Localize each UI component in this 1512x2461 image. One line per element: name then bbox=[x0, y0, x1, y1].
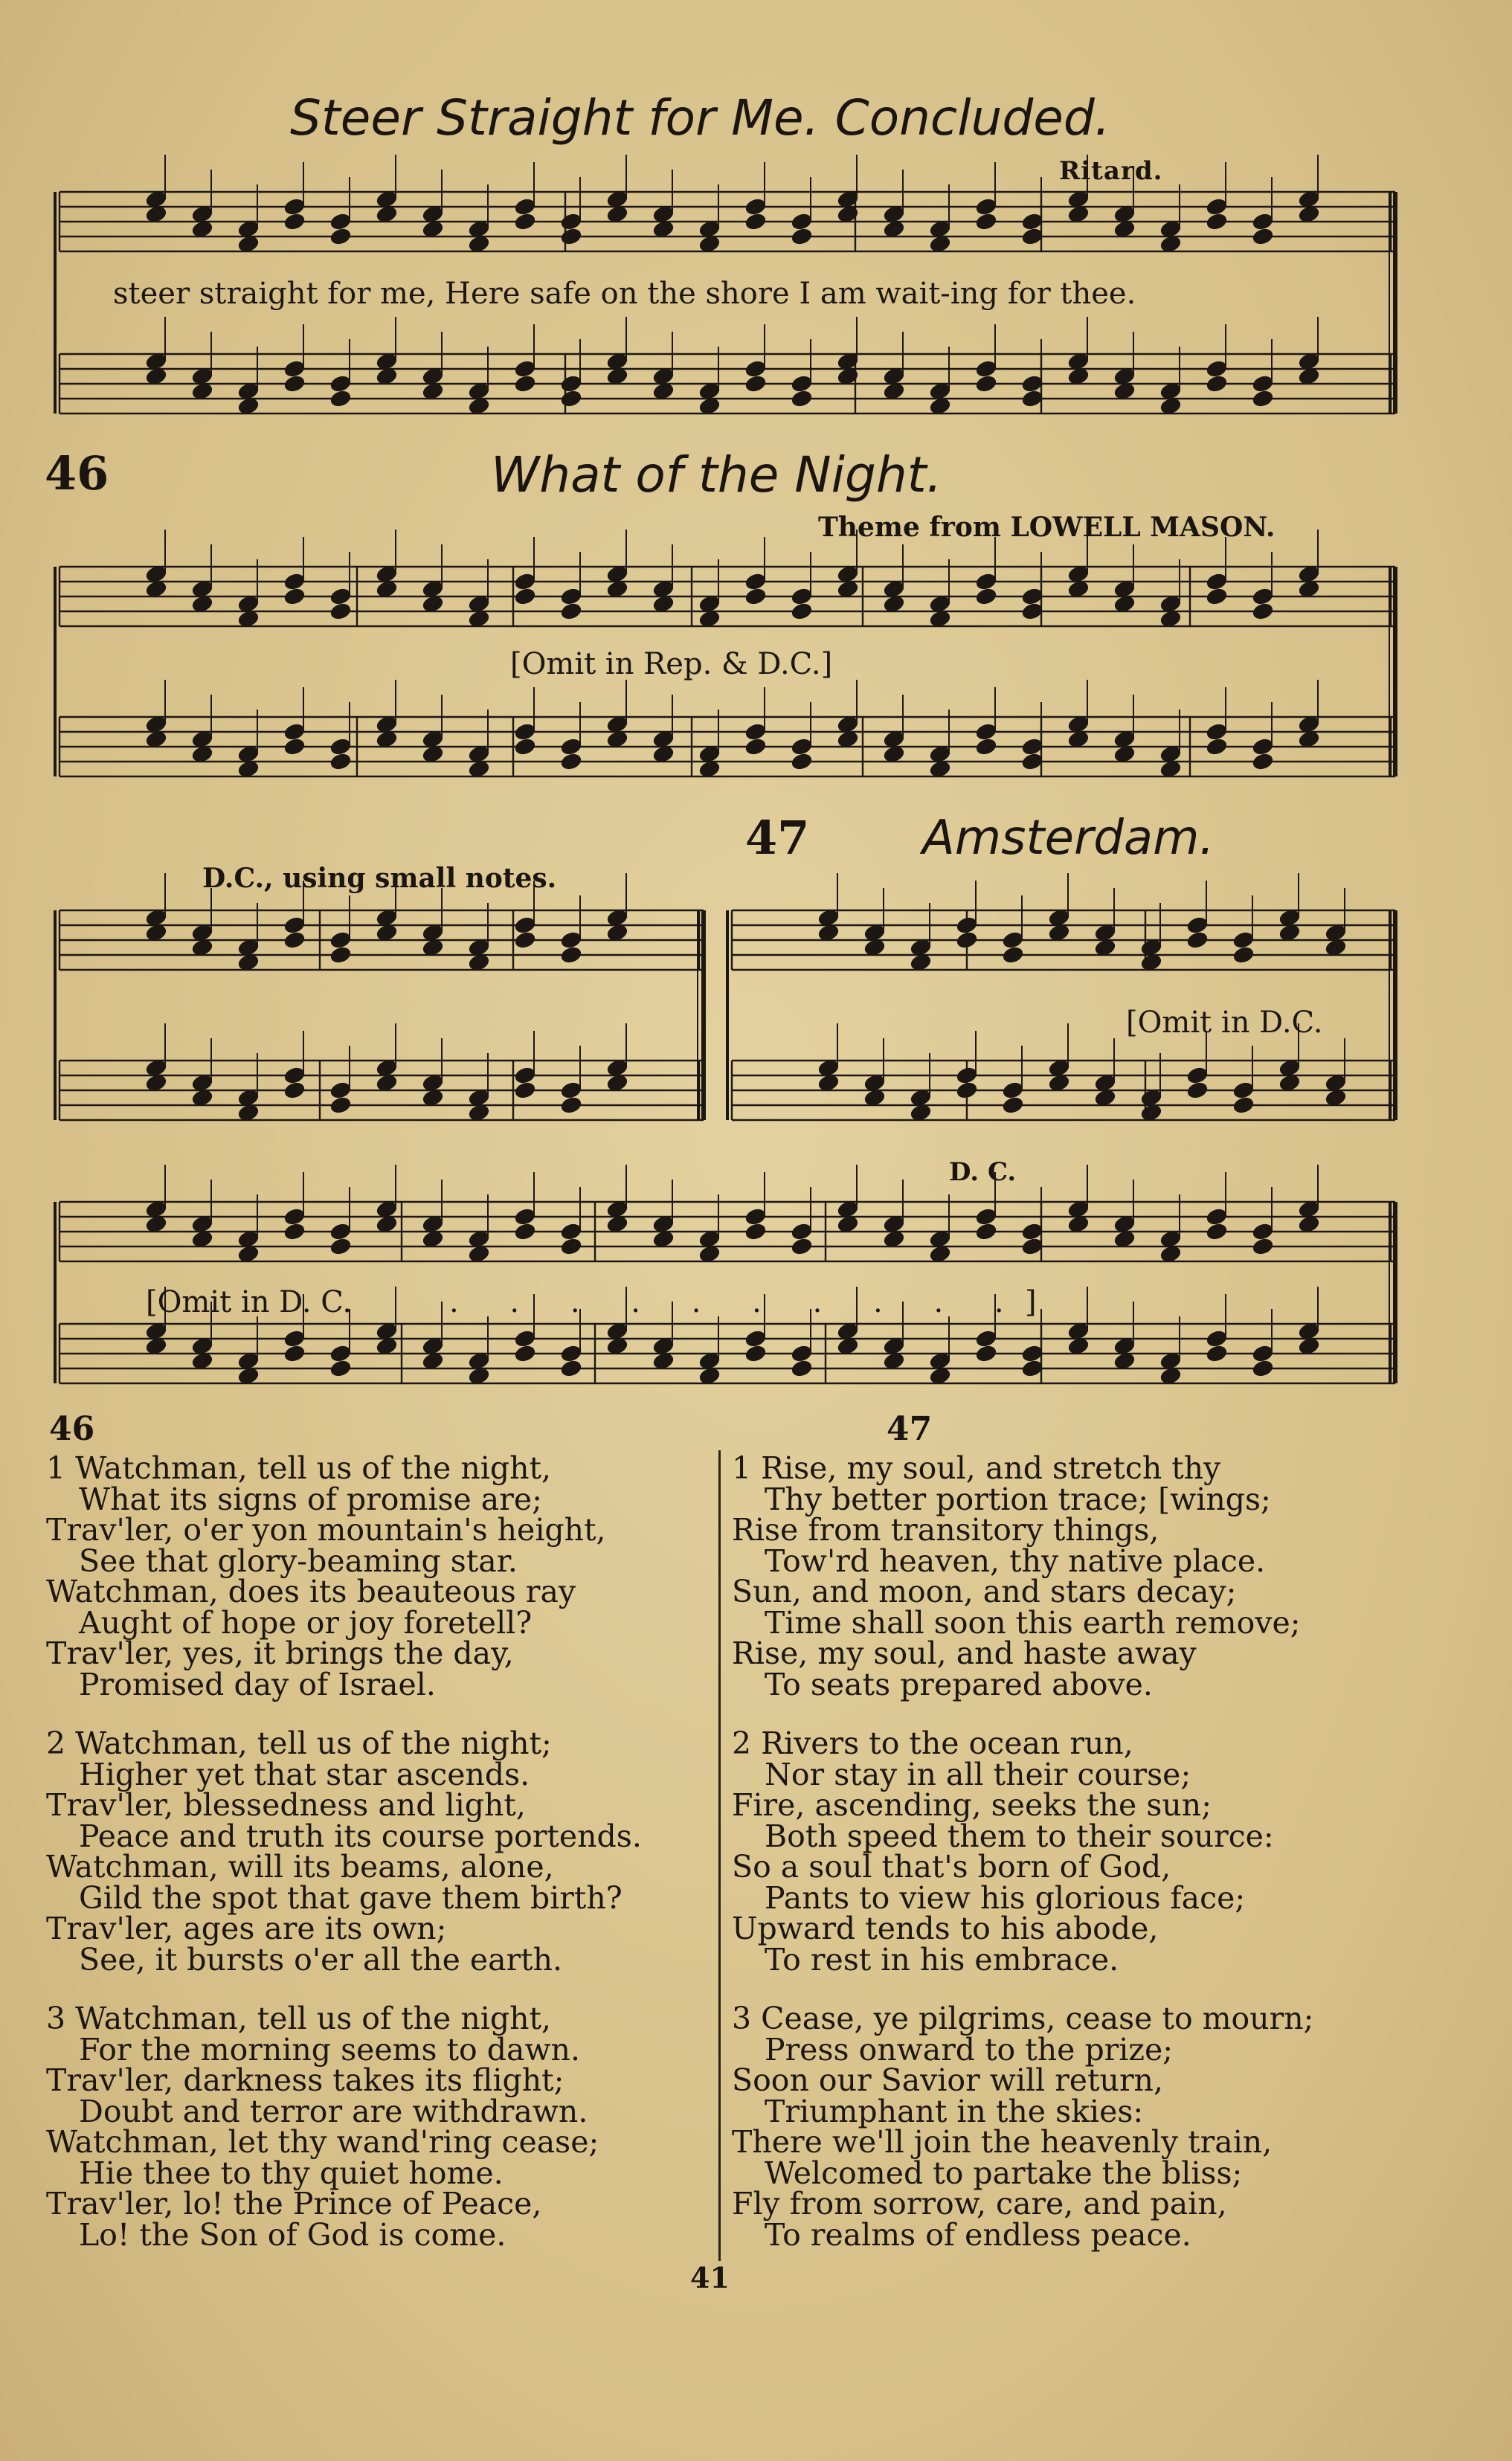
note-head bbox=[975, 722, 998, 741]
note-head bbox=[560, 945, 583, 965]
page-number: 41 bbox=[690, 2261, 730, 2294]
note-head bbox=[1021, 587, 1044, 606]
note-head bbox=[1186, 930, 1209, 950]
note-head bbox=[1002, 1081, 1025, 1100]
note-head bbox=[791, 1237, 814, 1256]
note-head bbox=[560, 1096, 583, 1115]
verse-line: 2 Watchman, tell us of the night; bbox=[46, 1725, 552, 1761]
note-head bbox=[283, 1207, 306, 1226]
note-head bbox=[283, 1081, 306, 1100]
note-head bbox=[560, 737, 583, 756]
note-head bbox=[1021, 212, 1044, 231]
verse-line: See that glory-beaming star. bbox=[79, 1542, 518, 1579]
note-head bbox=[1252, 389, 1275, 408]
note-head bbox=[1206, 374, 1229, 393]
note-head bbox=[514, 1207, 537, 1226]
note-head bbox=[791, 227, 814, 246]
note-head bbox=[1206, 737, 1229, 756]
verse-line: Sun, and moon, and stars decay; bbox=[732, 1574, 1237, 1609]
note-head bbox=[1252, 1359, 1275, 1378]
note-head bbox=[791, 1344, 814, 1363]
note-head bbox=[791, 737, 814, 756]
note-head bbox=[1232, 945, 1255, 965]
verse-line: Promised day of Israel. bbox=[79, 1666, 436, 1702]
marker-46: 46 bbox=[49, 1410, 95, 1448]
verse-line: To realms of endless peace. bbox=[765, 2216, 1191, 2253]
note-head bbox=[514, 1222, 537, 1241]
note-head bbox=[329, 752, 353, 771]
note-head bbox=[956, 1066, 979, 1085]
note-head bbox=[329, 587, 353, 606]
hymn-47-verse-2 bbox=[732, 1725, 1274, 1978]
verse-line: 1 Watchman, tell us of the night, bbox=[46, 1450, 552, 1486]
note-head bbox=[744, 374, 768, 393]
note-head bbox=[560, 1222, 583, 1241]
note-head bbox=[283, 1222, 306, 1241]
note-head bbox=[283, 1344, 306, 1363]
verse-line: There we'll join the heavenly train, bbox=[732, 2124, 1273, 2160]
note-head bbox=[956, 916, 979, 935]
note-head bbox=[975, 1344, 998, 1363]
note-head bbox=[283, 737, 306, 756]
verse-line: Trav'ler, o'er yon mountain's height, bbox=[46, 1512, 606, 1548]
verse-line: Welcomed to partake the bliss; bbox=[765, 2155, 1243, 2191]
note-head bbox=[283, 374, 306, 393]
hymn-46-omit-note: [Omit in Rep. & D.C.] bbox=[510, 647, 833, 681]
verse-line: Fly from sorrow, care, and pain, bbox=[732, 2186, 1227, 2222]
verse-line: 3 Cease, ye pilgrims, cease to mourn; bbox=[732, 2001, 1314, 2036]
verse-line: Higher yet that star ascends. bbox=[79, 1756, 530, 1792]
note-head bbox=[560, 374, 583, 393]
note-head bbox=[329, 212, 353, 231]
note-head bbox=[1252, 587, 1275, 606]
note-head bbox=[791, 1359, 814, 1378]
note-head bbox=[744, 1222, 768, 1241]
hymn-46-verse-1 bbox=[46, 1450, 606, 1702]
note-head bbox=[514, 374, 537, 393]
note-head bbox=[1206, 572, 1229, 591]
note-head bbox=[744, 572, 768, 591]
note-head bbox=[514, 737, 537, 756]
note-head bbox=[514, 359, 537, 379]
verse-line: Soon our Savior will return, bbox=[732, 2062, 1163, 2098]
verse-line: See, it bursts o'er all the earth. bbox=[79, 1941, 563, 1978]
note-head bbox=[975, 1222, 998, 1241]
hymn-47-omit-note-b: [Omit in D. C. bbox=[146, 1285, 353, 1319]
verse-line: Doubt and terror are withdrawn. bbox=[79, 2093, 588, 2129]
note-head bbox=[975, 572, 998, 591]
verse-line: Fire, ascending, seeks the sun; bbox=[732, 1787, 1212, 1823]
note-head bbox=[744, 212, 768, 231]
note-head bbox=[1021, 1237, 1044, 1256]
marker-47: 47 bbox=[887, 1410, 933, 1448]
note-head bbox=[1252, 212, 1275, 231]
verse-line: To rest in his embrace. bbox=[765, 1941, 1119, 1978]
verse-line: Trav'ler, blessedness and light, bbox=[46, 1787, 526, 1823]
verse-line: Hie thee to thy quiet home. bbox=[79, 2155, 504, 2191]
hymn-47-omit-note-a: [Omit in D.C. bbox=[1126, 1006, 1323, 1040]
note-head bbox=[329, 1237, 353, 1256]
note-head bbox=[514, 212, 537, 231]
note-head bbox=[1206, 722, 1229, 741]
note-head bbox=[1252, 602, 1275, 621]
note-head bbox=[1021, 1359, 1044, 1378]
note-head bbox=[514, 1066, 537, 1085]
verse-line: Nor stay in all their course; bbox=[765, 1756, 1191, 1792]
note-head bbox=[791, 602, 814, 621]
note-head bbox=[1232, 1096, 1255, 1115]
hymn-46-verse-2 bbox=[46, 1725, 642, 1978]
verse-line: Rise, my soul, and haste away bbox=[732, 1635, 1197, 1671]
note-head bbox=[329, 1344, 353, 1363]
note-head bbox=[1021, 737, 1044, 756]
verse-line: Lo! the Son of God is come. bbox=[79, 2216, 506, 2253]
hymn-46-number: 46 bbox=[45, 446, 109, 501]
note-head bbox=[975, 212, 998, 231]
note-head bbox=[1252, 1222, 1275, 1241]
verse-line: Time shall soon this earth remove; bbox=[765, 1604, 1301, 1641]
verse-line: For the morning seems to dawn. bbox=[79, 2031, 580, 2068]
note-head bbox=[329, 945, 353, 965]
hymn-46-verse-3 bbox=[46, 2001, 599, 2253]
verse-line: Trav'ler, ages are its own; bbox=[46, 1911, 447, 1946]
verse-line: Peace and truth its course portends. bbox=[79, 1818, 642, 1854]
verse-line: What its signs of promise are; bbox=[79, 1481, 542, 1517]
note-head bbox=[975, 1329, 998, 1348]
verse-line: Both speed them to their source: bbox=[765, 1818, 1274, 1854]
note-head bbox=[329, 930, 353, 950]
hymn-47-title: Amsterdam. bbox=[922, 811, 1215, 866]
column-divider bbox=[718, 1450, 721, 2261]
verse-line: Triumphant in the skies: bbox=[765, 2093, 1144, 2129]
note-head bbox=[514, 1081, 537, 1100]
note-head bbox=[744, 359, 768, 379]
note-head bbox=[744, 1344, 768, 1363]
note-head bbox=[1186, 1081, 1209, 1100]
note-head bbox=[560, 389, 583, 408]
note-head bbox=[791, 212, 814, 231]
note-head bbox=[560, 1081, 583, 1100]
verse-line: Pants to view his glorious face; bbox=[765, 1879, 1246, 1916]
verse-line: Upward tends to his abode, bbox=[732, 1911, 1159, 1946]
steer-lyric-line: steer straight for me, Here safe on the shore I am wait-ing for thee. bbox=[113, 277, 1136, 311]
verse-line: Thy better portion trace; [wings; bbox=[765, 1481, 1271, 1517]
note-head bbox=[329, 1222, 353, 1241]
hymn-47-number: 47 bbox=[745, 811, 810, 865]
note-head bbox=[1021, 752, 1044, 771]
note-head bbox=[1206, 1222, 1229, 1241]
note-head bbox=[283, 1066, 306, 1085]
note-head bbox=[514, 1329, 537, 1348]
note-head bbox=[975, 359, 998, 379]
note-head bbox=[1021, 1222, 1044, 1241]
note-head bbox=[514, 916, 537, 935]
note-head bbox=[514, 197, 537, 216]
note-head bbox=[329, 374, 353, 393]
note-head bbox=[744, 1329, 768, 1348]
hymn-47-verse-1 bbox=[732, 1450, 1301, 1702]
verse-line: Trav'ler, darkness takes its flight; bbox=[46, 2062, 564, 2098]
note-head bbox=[1186, 1066, 1209, 1085]
note-head bbox=[1206, 1207, 1229, 1226]
verse-line: Press onward to the prize; bbox=[765, 2031, 1174, 2068]
note-head bbox=[283, 1329, 306, 1348]
note-head bbox=[1232, 930, 1255, 950]
verse-line: Trav'ler, yes, it brings the day, bbox=[46, 1635, 514, 1671]
note-head bbox=[283, 197, 306, 216]
note-head bbox=[744, 722, 768, 741]
note-head bbox=[560, 1359, 583, 1378]
verse-line: Aught of hope or joy foretell? bbox=[79, 1604, 533, 1641]
verse-line: So a soul that's born of God, bbox=[732, 1849, 1171, 1885]
note-head bbox=[791, 374, 814, 393]
note-head bbox=[975, 374, 998, 393]
note-head bbox=[744, 197, 768, 216]
note-head bbox=[956, 930, 979, 950]
note-head bbox=[560, 752, 583, 771]
note-head bbox=[560, 1237, 583, 1256]
verse-line: 3 Watchman, tell us of the night, bbox=[46, 2001, 552, 2036]
note-head bbox=[1021, 227, 1044, 246]
note-head bbox=[1021, 1344, 1044, 1363]
verse-line: Tow'rd heaven, thy native place. bbox=[765, 1542, 1266, 1579]
note-head bbox=[514, 572, 537, 591]
note-head bbox=[1252, 374, 1275, 393]
note-head bbox=[329, 737, 353, 756]
note-head bbox=[560, 212, 583, 231]
verse-line: To seats prepared above. bbox=[765, 1666, 1153, 1702]
note-head bbox=[329, 1081, 353, 1100]
note-head bbox=[1252, 752, 1275, 771]
note-head bbox=[283, 930, 306, 950]
hymn-46-title: What of the Night. bbox=[491, 446, 942, 504]
verse-line: Watchman, will its beams, alone, bbox=[46, 1849, 554, 1885]
note-head bbox=[560, 587, 583, 606]
verse-line: Watchman, let thy wand'ring cease; bbox=[46, 2124, 599, 2160]
note-head bbox=[791, 1222, 814, 1241]
hymn-46-credit: Theme from LOWELL MASON. bbox=[818, 512, 1275, 543]
verse-line: Rise from transitory things, bbox=[732, 1512, 1159, 1548]
verse-line: Watchman, does its beauteous ray bbox=[46, 1574, 576, 1609]
note-head bbox=[514, 930, 537, 950]
hymn-47-omit-note-b-end: ] bbox=[1025, 1285, 1037, 1319]
note-head bbox=[283, 359, 306, 379]
note-head bbox=[1206, 359, 1229, 379]
note-head bbox=[744, 1207, 768, 1226]
note-head bbox=[283, 722, 306, 741]
note-head bbox=[283, 916, 306, 935]
note-head bbox=[791, 587, 814, 606]
note-head bbox=[1002, 930, 1025, 950]
note-head bbox=[1252, 1344, 1275, 1363]
note-head bbox=[791, 752, 814, 771]
hymn-46-dc-note: D.C., using small notes. bbox=[202, 863, 557, 894]
note-head bbox=[560, 1344, 583, 1363]
note-head bbox=[329, 227, 353, 246]
note-head bbox=[283, 212, 306, 231]
note-head bbox=[1206, 212, 1229, 231]
hymn-47-dc-mark: D. C. bbox=[949, 1157, 1017, 1187]
note-head bbox=[283, 587, 306, 606]
note-head bbox=[975, 587, 998, 606]
note-head bbox=[1232, 1081, 1255, 1100]
note-head bbox=[975, 1207, 998, 1226]
note-head bbox=[1021, 602, 1044, 621]
note-head bbox=[514, 1344, 537, 1363]
tempo-mark-ritard: Ritard. bbox=[1059, 156, 1163, 186]
hymn-47-verse-3 bbox=[732, 2001, 1314, 2253]
note-head bbox=[1186, 916, 1209, 935]
note-head bbox=[1252, 737, 1275, 756]
note-head bbox=[560, 227, 583, 246]
verse-line: Gild the spot that gave them birth? bbox=[79, 1879, 623, 1916]
note-head bbox=[329, 1096, 353, 1115]
note-head bbox=[975, 197, 998, 216]
note-head bbox=[514, 587, 537, 606]
note-head bbox=[1206, 197, 1229, 216]
note-head bbox=[329, 602, 353, 621]
note-head bbox=[1206, 1329, 1229, 1348]
note-head bbox=[1021, 389, 1044, 408]
verse-line: 1 Rise, my soul, and stretch thy bbox=[732, 1450, 1221, 1486]
note-head bbox=[283, 572, 306, 591]
note-head bbox=[956, 1081, 979, 1100]
note-head bbox=[514, 722, 537, 741]
page-title: Steer Straight for Me. Concluded. bbox=[290, 89, 1110, 147]
note-head bbox=[1021, 374, 1044, 393]
note-head bbox=[560, 602, 583, 621]
note-head bbox=[329, 1359, 353, 1378]
note-head bbox=[975, 737, 998, 756]
note-head bbox=[560, 930, 583, 950]
note-head bbox=[1252, 1237, 1275, 1256]
verse-line: 2 Rivers to the ocean run, bbox=[732, 1725, 1133, 1761]
note-head bbox=[329, 389, 353, 408]
note-head bbox=[1002, 1096, 1025, 1115]
note-head bbox=[791, 389, 814, 408]
note-head bbox=[744, 737, 768, 756]
note-head bbox=[744, 587, 768, 606]
note-head bbox=[1206, 587, 1229, 606]
verse-line: Trav'ler, lo! the Prince of Peace, bbox=[46, 2186, 542, 2222]
note-head bbox=[1252, 227, 1275, 246]
omit-dots: . . . . . . . . . . bbox=[449, 1285, 1025, 1319]
note-head bbox=[1002, 945, 1025, 965]
note-head bbox=[1206, 1344, 1229, 1363]
